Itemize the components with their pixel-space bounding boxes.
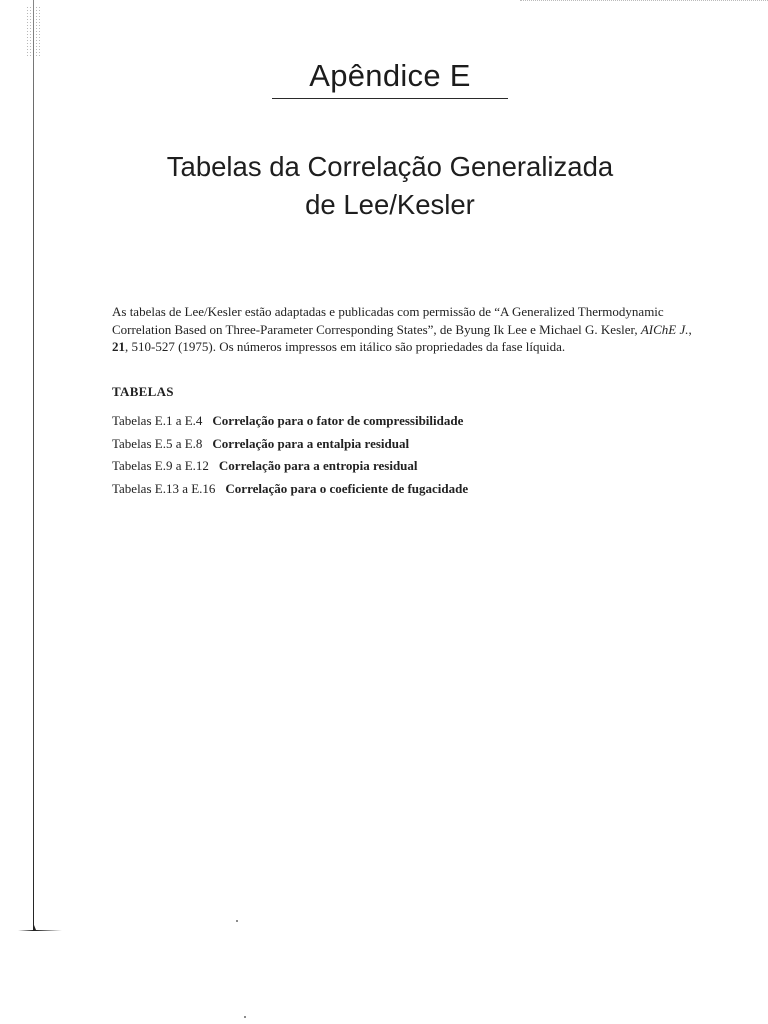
tables-section-heading: TABELAS xyxy=(112,384,174,399)
list-item xyxy=(112,478,672,501)
binding-edge-line xyxy=(33,0,34,930)
table-ref: Tabelas E.5 a E.8 xyxy=(112,435,203,451)
tables-list xyxy=(112,410,672,500)
list-item xyxy=(112,410,672,433)
table-description: Correlação para o fator de compressibilidade xyxy=(212,413,464,428)
table-ref: Tabelas E.13 a E.16 xyxy=(112,480,216,496)
journal-volume: 21 xyxy=(112,339,125,354)
scan-dot xyxy=(244,1016,246,1018)
scan-dot xyxy=(236,920,238,922)
binding-edge-foot xyxy=(18,924,62,932)
intro-text-part1: As tabelas de Lee/Kesler estão adaptadas e publicadas com permissão de “A Generalized Thermodynamic Correlation Based on Three-Parameter Corresponding States”, de Byung Ik Lee e Michael G. Kesler, xyxy=(112,304,664,337)
intro-separator: , xyxy=(688,321,692,337)
table-ref: Tabelas E.9 a E.12 xyxy=(112,458,209,473)
table-description: Correlação para a entropia residual xyxy=(218,458,418,473)
page-title xyxy=(100,148,680,224)
list-item xyxy=(112,433,672,456)
appendix-heading: Apêndice E xyxy=(272,58,508,99)
table-description: Correlação para a entalpia residual xyxy=(212,435,410,451)
title-line-2: de Lee/Kesler xyxy=(305,189,475,220)
list-item xyxy=(112,455,672,478)
table-ref: Tabelas E.1 a E.4 xyxy=(112,413,203,428)
intro-paragraph xyxy=(112,303,692,356)
title-line-1: Tabelas da Correlação Generalizada xyxy=(166,151,614,182)
scan-top-edge xyxy=(520,0,768,2)
intro-text-part2: , 510-527 (1975). Os números impressos em itálico são propriedades da fase líquida. xyxy=(125,339,566,354)
journal-name: AIChE J. xyxy=(640,321,689,337)
table-description: Correlação para o coeficiente de fugacidade xyxy=(225,480,469,496)
